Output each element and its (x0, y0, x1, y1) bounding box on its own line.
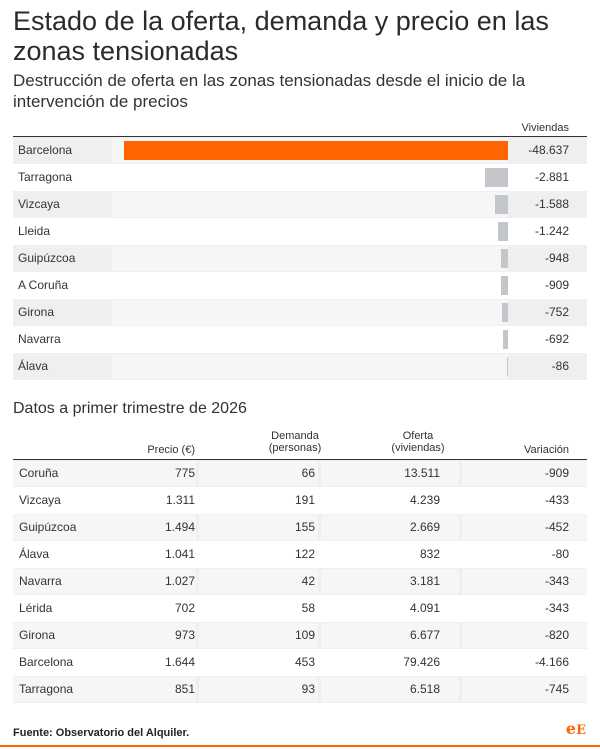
data-table (13, 427, 587, 703)
table-cell-bg (199, 596, 318, 621)
bar-row (13, 137, 587, 164)
bar-row (13, 353, 587, 380)
table-cell: -343 (544, 601, 569, 615)
bar-category-label: Álava (18, 359, 49, 373)
table-row (13, 649, 587, 676)
table-cell: 66 (301, 466, 315, 480)
row-label: Álava (19, 547, 50, 561)
bar (485, 168, 508, 187)
table-cell-bg (199, 569, 318, 594)
row-label: Navarra (19, 574, 62, 588)
bar-value-label: -2.881 (534, 170, 569, 184)
table-cell: 702 (174, 601, 195, 615)
table-cell: 13.511 (404, 466, 440, 480)
bar-chart-header (13, 120, 587, 137)
column-header-label: Precio (€) (147, 444, 195, 456)
bar-chart-rows (13, 137, 587, 380)
source-note: Fuente: Observatorio del Alquiler. (13, 727, 190, 739)
column-header (524, 444, 569, 456)
row-label: Girona (19, 628, 56, 642)
table-cell: 453 (294, 655, 315, 669)
table-row (13, 487, 587, 514)
row-label: Tarragona (19, 682, 74, 696)
column-header-label: Variación (523, 444, 569, 456)
brand-logo (566, 719, 586, 738)
table-row (13, 568, 587, 595)
column-header-label: Demanda (271, 430, 319, 442)
column-header (378, 430, 458, 454)
row-label: Guipúzcoa (19, 520, 77, 534)
bar-category-label: Barcelona (18, 143, 73, 157)
bar-value-label: -48.637 (528, 143, 569, 157)
row-label: Lérida (19, 601, 53, 615)
table-row (13, 622, 587, 649)
supply-loss-bar-chart (13, 120, 587, 380)
table-cell: 1.311 (165, 493, 195, 507)
table-cell: 6.518 (409, 682, 440, 696)
row-label: Vizcaya (19, 493, 61, 507)
table-cell: -343 (544, 574, 569, 588)
table-cell: 122 (294, 547, 315, 561)
table-title: Datos a primer trimestre de 2026 (13, 400, 247, 417)
table-cell: -820 (544, 628, 569, 642)
table-cell: 1.644 (164, 655, 195, 669)
page-subtitle: Destrucción de oferta en las zonas tensionadas desde el inicio de la intervención de precios (13, 71, 526, 111)
bar-category-label: Tarragona (18, 170, 73, 184)
bar-row (13, 164, 587, 191)
bar-track (112, 354, 508, 379)
table-cell: -745 (544, 682, 569, 696)
table-row (13, 541, 587, 568)
table-body (13, 460, 587, 703)
table-cell: -80 (551, 547, 569, 561)
table-cell: 2.669 (409, 520, 440, 534)
table-cell: -4.166 (534, 655, 569, 669)
bar-track (112, 300, 508, 325)
table-cell: 109 (294, 628, 315, 642)
table-cell: 58 (301, 601, 315, 615)
table-cell: 832 (419, 547, 440, 561)
table-row (13, 460, 587, 487)
table-cell: 851 (174, 682, 195, 696)
bar-track (112, 273, 508, 298)
table-cell: -909 (544, 466, 569, 480)
table-cell: 1.041 (164, 547, 195, 561)
bar-category-label: A Coruña (18, 278, 69, 292)
table-cell: 191 (294, 493, 315, 507)
table-cell: -433 (544, 493, 569, 507)
bar-category-label: Navarra (18, 332, 61, 346)
table-cell: 155 (294, 520, 315, 534)
footer-accent-line (0, 745, 600, 747)
column-header-sublabel: (viviendas) (391, 442, 445, 454)
table-cell: -452 (544, 520, 569, 534)
table-row (13, 595, 587, 622)
table-row (13, 676, 587, 703)
bar (501, 276, 508, 295)
bar-category-label: Lleida (18, 224, 51, 238)
logo-letter-e: e (565, 719, 577, 738)
row-label: Coruña (19, 466, 59, 480)
table-cell: 42 (301, 574, 315, 588)
bar-row (13, 272, 587, 299)
bar-track (112, 219, 508, 244)
table-cell: 3.181 (409, 574, 440, 588)
bar-row (13, 299, 587, 326)
bar-row (13, 326, 587, 353)
bar-value-label: -948 (544, 251, 569, 265)
table-header (13, 427, 587, 460)
bar-value-label: -86 (551, 359, 569, 373)
bar (495, 195, 508, 214)
table-cell: 1.494 (164, 520, 195, 534)
bar-value-label: -1.588 (534, 197, 569, 211)
bar (501, 249, 508, 268)
value-column-header: Viviendas (521, 122, 569, 134)
bar-track (112, 138, 508, 163)
bar-track (112, 192, 508, 217)
column-header-label: Oferta (402, 430, 434, 442)
table-row (13, 514, 587, 541)
table-cell: 79.426 (403, 655, 440, 669)
table-cell-bg (199, 461, 318, 486)
table-cell: 775 (174, 466, 195, 480)
table-cell: 93 (301, 682, 315, 696)
bar (498, 222, 508, 241)
column-header (255, 430, 335, 454)
bar-category-label: Vizcaya (18, 197, 60, 211)
bar (503, 330, 508, 349)
bar-row (13, 245, 587, 272)
row-label: Barcelona (19, 655, 74, 669)
bar-row (13, 218, 587, 245)
bar-value-label: -752 (544, 305, 569, 319)
table-cell: 6.677 (409, 628, 440, 642)
page-title: Estado de la oferta, demanda y precio en las zonas tensionadas (13, 6, 549, 66)
table-cell: 973 (174, 628, 195, 642)
table-cell-bg (199, 677, 318, 702)
table-cell: 4.091 (409, 601, 440, 615)
column-header (147, 444, 195, 456)
bar-category-label: Girona (18, 305, 55, 319)
bar-value-label: -1.242 (534, 224, 569, 238)
bar-track (112, 327, 508, 352)
column-header-sublabel: (personas) (268, 442, 322, 454)
bar-value-label: -692 (544, 332, 569, 346)
table-cell: 1.027 (164, 574, 195, 588)
bar-track (112, 246, 508, 271)
table-cell: 4.239 (409, 493, 440, 507)
bar-category-label: Guipúzcoa (18, 251, 76, 265)
logo-letter-E: E (576, 723, 586, 738)
bar-track (112, 165, 508, 190)
bar (502, 303, 508, 322)
bar-row (13, 191, 587, 218)
bar-value-label: -909 (544, 278, 569, 292)
bar (124, 141, 508, 160)
bar (507, 357, 508, 376)
